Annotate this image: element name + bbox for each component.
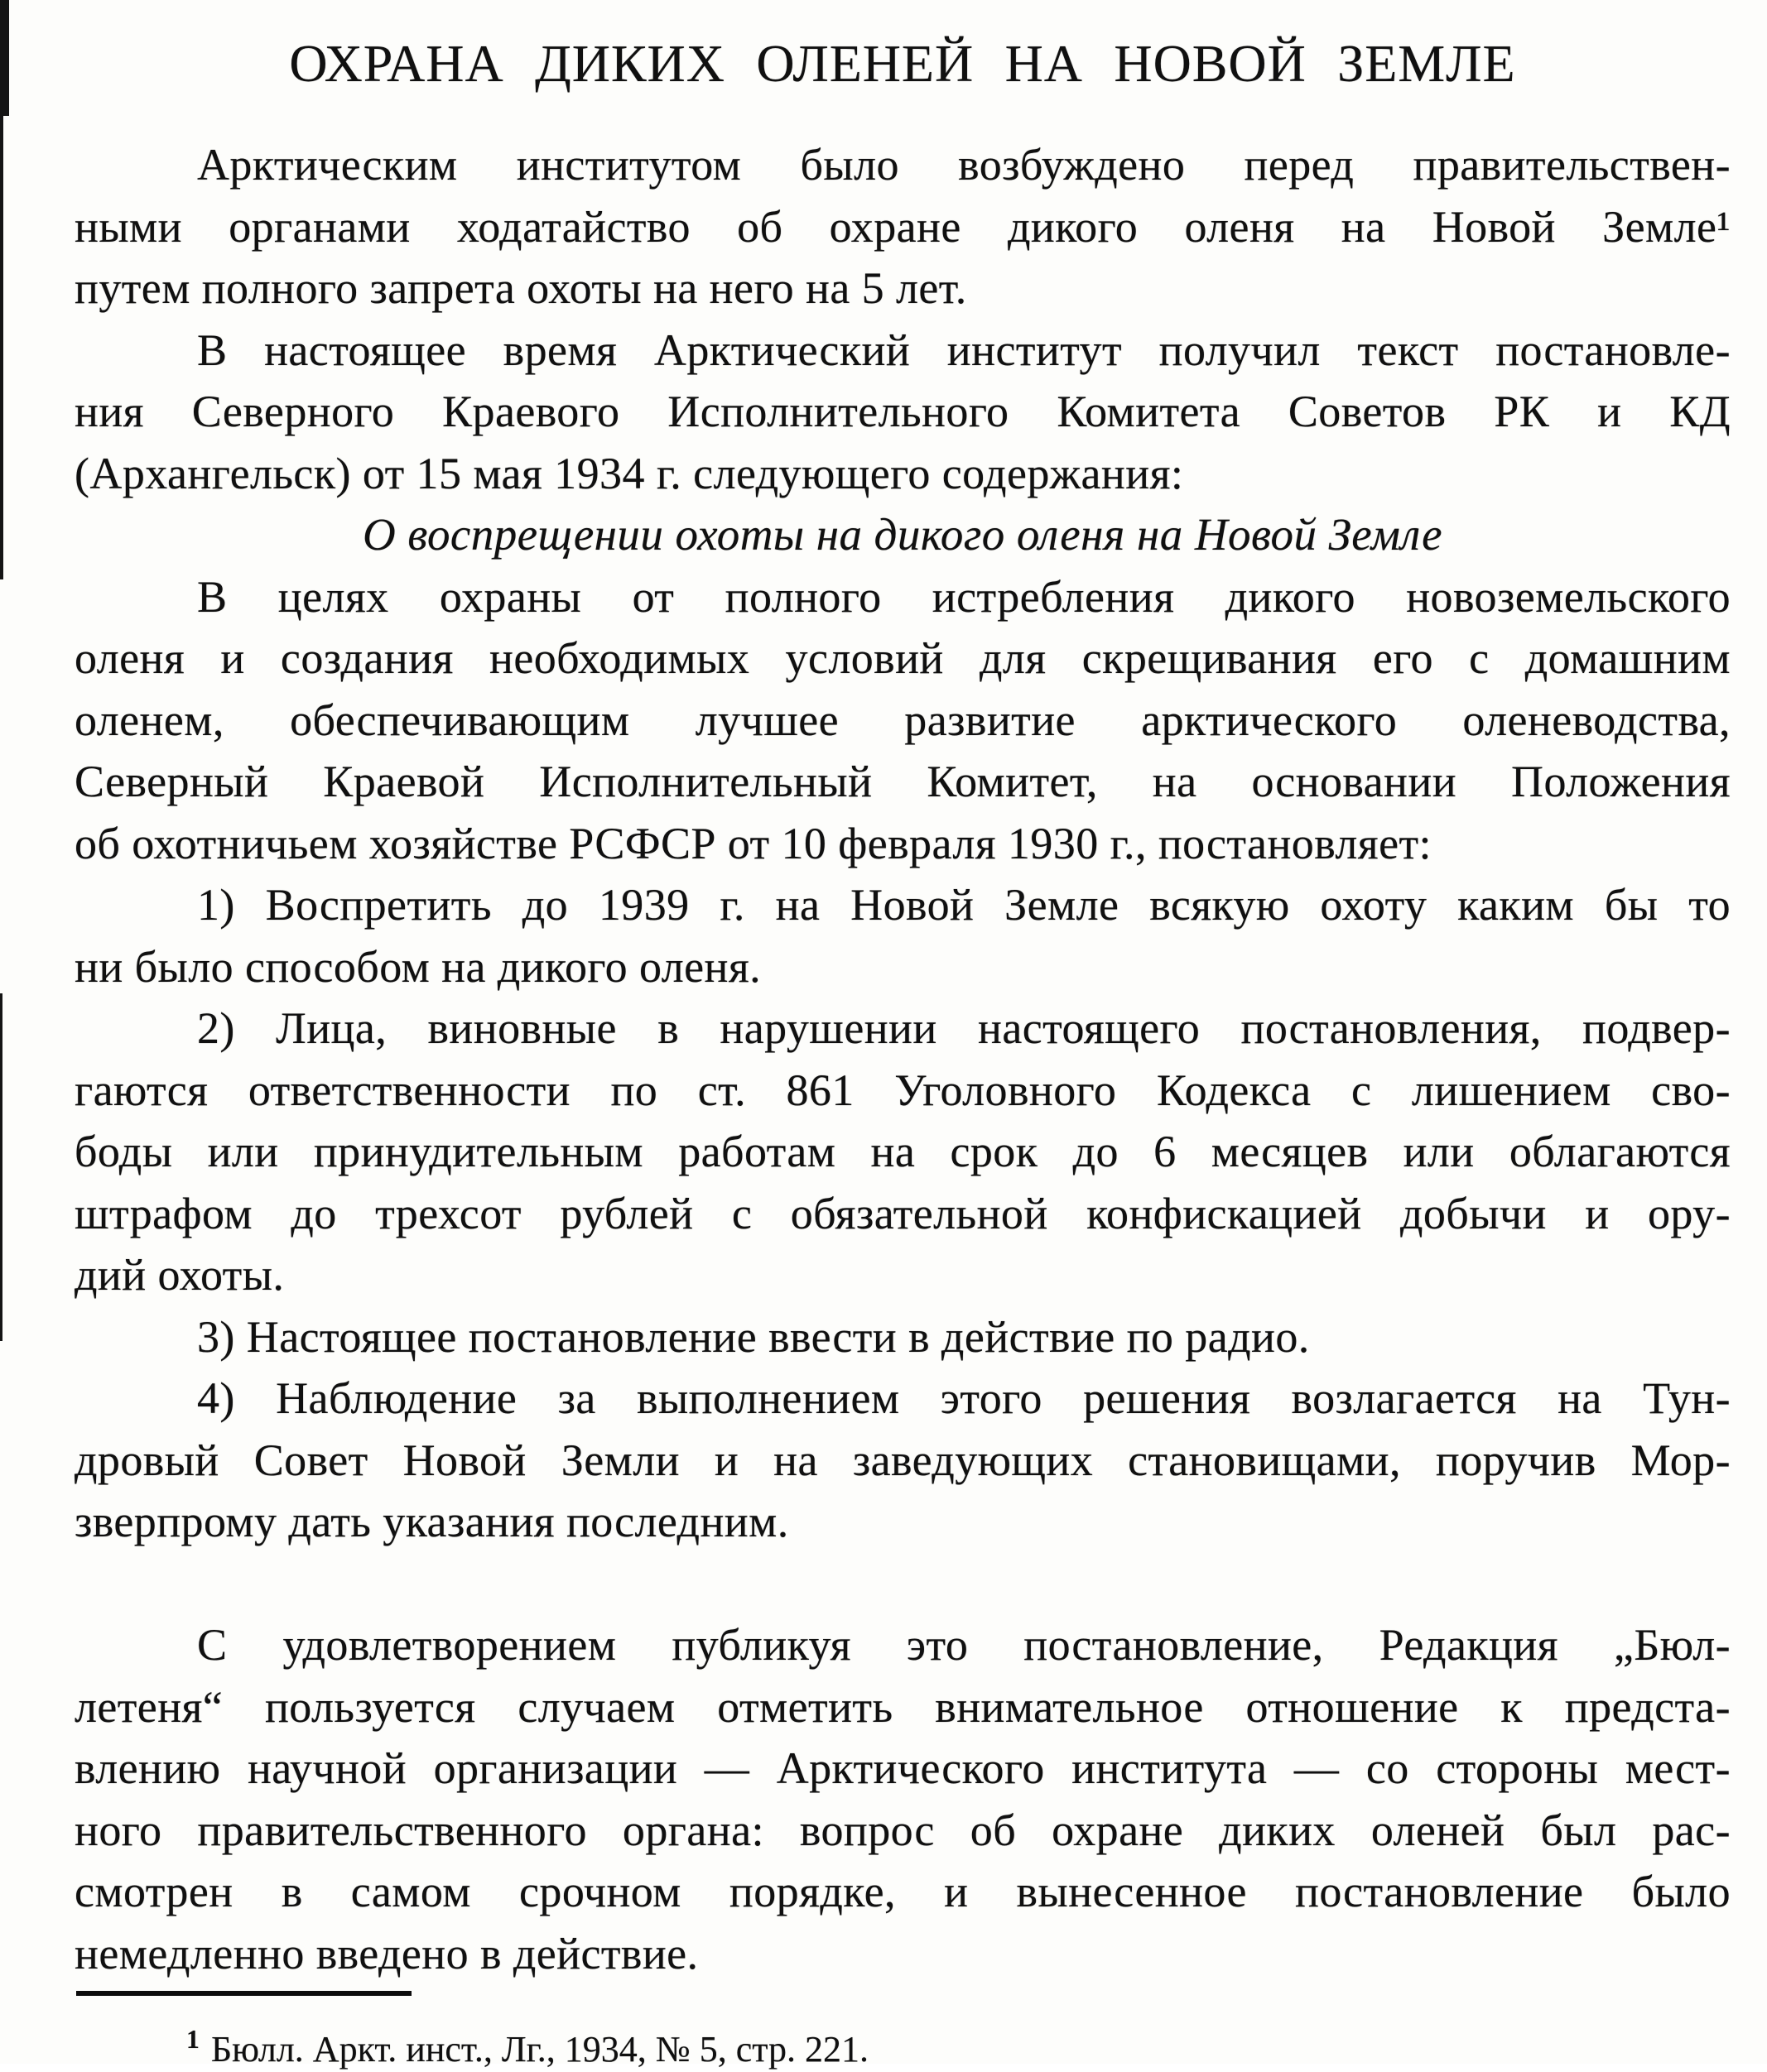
text-line: 1) Воспретить до 1939 г. на Новой Земле всякую охоту каким бы то bbox=[197, 880, 1731, 930]
page-title: ОХРАНА ДИКИХ ОЛЕНЕЙ НА НОВОЙ ЗЕМЛЕ bbox=[289, 34, 1516, 93]
text-line: дровый Совет Новой Земли и на заведующих становищами, поручив Мор- bbox=[75, 1435, 1731, 1485]
text-line: ного правительственного органа: вопрос об охране диких оленей был рас- bbox=[75, 1805, 1731, 1855]
footnote-text: Бюлл. Аркт. инст., Лг., 1934, № 5, стр. 221. bbox=[210, 2029, 869, 2070]
text-line: С удовлетворением публикуя это постановление, Редакция „Бюл- bbox=[197, 1620, 1731, 1670]
decree-heading: О воспрещении охоты на дикого оленя на Новой Земле bbox=[363, 509, 1442, 560]
text-line: Арктическим институтом было возбуждено перед правительствен- bbox=[197, 140, 1731, 190]
text-line: оленем, обеспечивающим лучшее развитие арктического оленеводства, bbox=[75, 695, 1731, 745]
footnote-separator bbox=[76, 1991, 412, 1996]
text-line: 3) Настоящее постановление ввести в действие по радио. bbox=[197, 1311, 1310, 1362]
text-line: 4) Наблюдение за выполнением этого решения возлагается на Тун- bbox=[197, 1373, 1731, 1423]
text-line: гаются ответственности по ст. 861 Уголовного Кодекса с лишением сво- bbox=[75, 1065, 1731, 1115]
text-line: ни было способом на дикого оленя. bbox=[75, 941, 762, 992]
text-line: ными органами ходатайство об охране дикого оленя на Новой Земле¹ bbox=[75, 201, 1731, 252]
text-line: об охотничьем хозяйстве РСФСР от 10 февраля 1930 г., постановляет: bbox=[75, 818, 1432, 868]
text-line: смотрен в самом срочном порядке, и вынесенное постановление было bbox=[75, 1867, 1731, 1916]
text-line: дий охоты. bbox=[75, 1250, 285, 1300]
text-line: путем полного запрета охоты на него на 5 лет. bbox=[75, 263, 967, 313]
text-line: ния Северного Краевого Исполнительного Комитета Советов РК и КД bbox=[75, 387, 1731, 436]
text-line: боды или принудительным работам на срок до 6 месяцев или облагаются bbox=[75, 1127, 1731, 1176]
footnote bbox=[186, 2017, 1731, 2072]
text-line: зверпрому дать указания последним. bbox=[75, 1497, 789, 1546]
text-line: Северный Краевой Исполнительный Комитет, на основании Положения bbox=[75, 757, 1731, 806]
text-line: влению научной организации — Арктического института — со стороны мест- bbox=[75, 1743, 1731, 1793]
text-line: летеня“ пользуется случаем отметить внимательное отношение к предста- bbox=[75, 1681, 1731, 1732]
text-line: (Архангельск) от 15 мая 1934 г. следующего содержания: bbox=[75, 448, 1184, 498]
text-line: штрафом до трехсот рублей с обязательной конфискацией добычи и ору- bbox=[75, 1188, 1731, 1238]
text-line: В настоящее время Арктический институт получил текст постановле- bbox=[197, 325, 1731, 375]
text-line: В целях охраны от полного истребления дикого новоземельского bbox=[197, 571, 1731, 622]
text-line: 2) Лица, виновные в нарушении настоящего постановления, подвер- bbox=[197, 1003, 1731, 1053]
body-text bbox=[75, 134, 1731, 1984]
text-line: оленя и создания необходимых условий для скрещивания его с домашним bbox=[75, 633, 1731, 683]
text-line: немедленно введено в действие. bbox=[75, 1928, 699, 1978]
footnote-marker: 1 bbox=[186, 2025, 200, 2054]
